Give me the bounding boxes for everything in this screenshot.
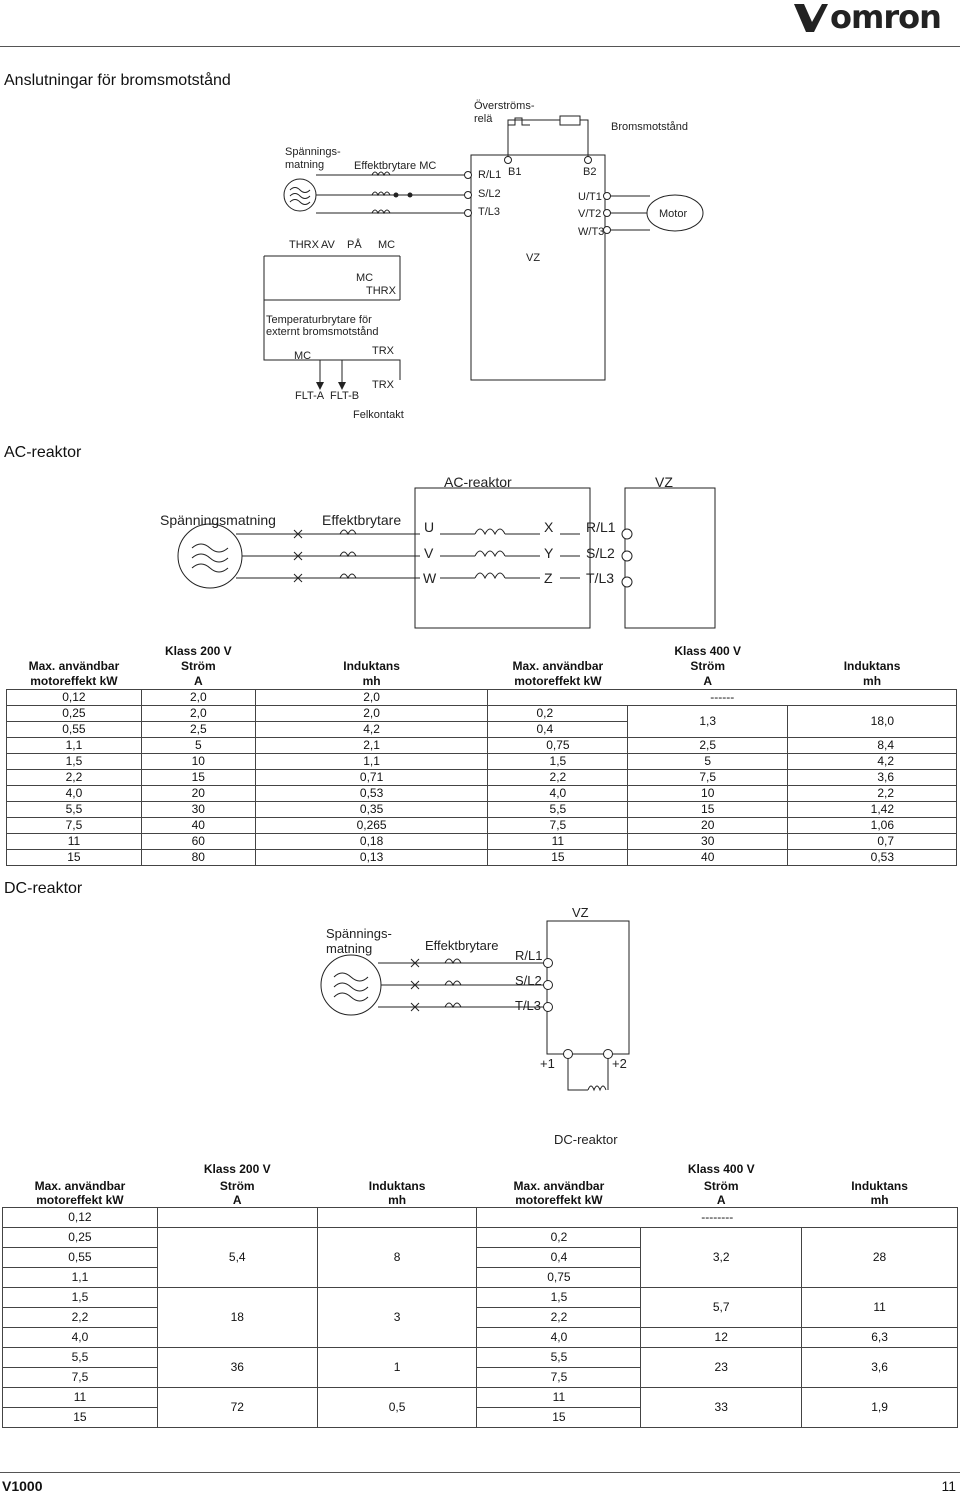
- temp-switch-label-1: Temperaturbrytare för: [266, 314, 372, 326]
- thrx2-label: THRX: [366, 285, 396, 297]
- t1-col-current: Ström A: [180, 659, 216, 688]
- t2-col-induct: Induktans mh: [368, 1179, 426, 1207]
- overcurrent-label-2: relä: [474, 113, 493, 125]
- mc3-label: MC: [294, 350, 312, 362]
- motor-label: Motor: [659, 208, 688, 220]
- ac-vz-label: VZ: [655, 474, 673, 490]
- sl2-label: S/L2: [478, 188, 501, 200]
- flta-label: FLT-A: [295, 390, 325, 402]
- supply-label-2: matning: [285, 159, 325, 171]
- table-row: 0,12 2,0 2,0 ------: [7, 690, 957, 706]
- dc-plus2-label: +2: [612, 1056, 627, 1071]
- t2-col-current-400: Ström A: [703, 1179, 739, 1207]
- dc-rl1-label: R/L1: [515, 948, 543, 963]
- fault-contact-label: Felkontakt: [353, 409, 404, 421]
- vt2-label: V/T2: [578, 208, 602, 220]
- table-row: 1,5 18 3 1,5 5,7 11: [3, 1288, 958, 1308]
- t1-class400: Klass 400 V: [674, 644, 742, 658]
- tl3-label: T/L3: [478, 206, 501, 218]
- table-row: 1,1 5 2,1 0,75 2,5 8,4: [7, 738, 957, 754]
- dc-vz-label: VZ: [572, 905, 589, 920]
- t1-col-induct-400: Induktans mh: [843, 659, 901, 688]
- table-row: 5,5 30 0,35 5,5 15 1,42: [7, 802, 957, 818]
- table-row: 7,5 40 0,265 7,5 20 1,06: [7, 818, 957, 834]
- dc-supply-label-2: matning: [326, 941, 373, 956]
- mc2-label: MC: [356, 272, 374, 284]
- dc-sl2-label: S/L2: [515, 973, 542, 988]
- section-title-brake: Anslutningar för bromsmotstånd: [4, 72, 231, 89]
- dc-reactor-label: DC-reaktor: [554, 1132, 618, 1147]
- t2-col-induct-400: Induktans mh: [851, 1179, 908, 1207]
- ac-breaker-label: Effektbrytare: [322, 512, 402, 528]
- ac-sl2-label: S/L2: [586, 545, 615, 561]
- pa-label: PÅ: [347, 239, 362, 251]
- t2-col-current: Ström A: [219, 1179, 255, 1207]
- ac-x-label: X: [544, 519, 554, 535]
- fltb-label: FLT-B: [330, 390, 360, 402]
- overcurrent-label-1: Överströms-: [474, 100, 535, 112]
- table-row: 7,5 7,5: [3, 1368, 958, 1388]
- footer-page-number: 11: [941, 1478, 956, 1494]
- table-row: 15 15: [3, 1408, 958, 1428]
- vz-label: VZ: [526, 252, 541, 264]
- thrx-label: THRX: [289, 239, 319, 251]
- ac-reactor-box-label: AC-reaktor: [444, 474, 512, 490]
- omron-logo-text: omron: [830, 0, 941, 36]
- t1-col-power: Max. användbar motoreffekt kW: [28, 659, 120, 688]
- t1-col-current-400: Ström A: [690, 659, 726, 688]
- ac-v-label: V: [424, 545, 434, 561]
- section-title-dc: DC-reaktor: [4, 880, 83, 897]
- rl1-label: R/L1: [478, 169, 502, 181]
- t2-col-power: Max. användbar motoreffekt kW: [34, 1179, 126, 1207]
- wt3-label: W/T3: [578, 226, 605, 238]
- ac-rl1-label: R/L1: [586, 519, 616, 535]
- footer-rule: [0, 1472, 960, 1473]
- table-row: 1,1 0,75: [3, 1268, 958, 1288]
- table-row: 5,5 36 1 5,5 23 3,6: [3, 1348, 958, 1368]
- b1-label: B1: [508, 166, 522, 178]
- t1-col-induct: Induktans mh: [343, 659, 400, 688]
- trx2-label: TRX: [372, 379, 394, 391]
- dc-breaker-label: Effektbrytare: [425, 938, 499, 953]
- table-row: 0,25 5,4 8 0,2 3,2 28: [3, 1228, 958, 1248]
- dc-plus1-label: +1: [540, 1056, 555, 1071]
- breaker-mc-label: Effektbrytare MC: [354, 160, 437, 172]
- table-row: 0,12 --------: [3, 1208, 958, 1228]
- av-label: AV: [321, 239, 335, 251]
- table-row: 2,2 2,2: [3, 1308, 958, 1328]
- table-row: 0,55 0,4: [3, 1248, 958, 1268]
- ac-w-label: W: [423, 570, 437, 586]
- ac-tl3-label: T/L3: [586, 570, 615, 586]
- table-row: 15 80 0,13 15 40 0,53: [7, 850, 957, 866]
- supply-label-1: Spännings-: [285, 146, 341, 158]
- t1-col-power-400: Max. användbar motoreffekt kW: [512, 659, 604, 688]
- trx-label: TRX: [372, 345, 394, 357]
- table-row: 4,0 4,0 12 6,3: [3, 1328, 958, 1348]
- ac-z-label: Z: [544, 570, 553, 586]
- dc-tl3-label: T/L3: [515, 998, 542, 1013]
- table-row: 11 72 0,5 11 33 1,9: [3, 1388, 958, 1408]
- temp-switch-label-2: externt bromsmotstånd: [266, 326, 379, 338]
- table-row: 1,5 10 1,1 1,5 5 4,2: [7, 754, 957, 770]
- ut1-label: U/T1: [578, 191, 602, 203]
- footer-product: V1000: [2, 1478, 43, 1494]
- ac-u-label: U: [424, 519, 435, 535]
- b2-label: B2: [583, 166, 597, 178]
- table-row: 11 60 0,18 11 30 0,7: [7, 834, 957, 850]
- t2-class400: Klass 400 V: [687, 1162, 755, 1176]
- table-row: 0,55 2,5 4,2 0,4: [7, 722, 957, 738]
- mc-label: MC: [378, 239, 396, 251]
- ac-y-label: Y: [544, 545, 554, 561]
- table-row: 2,2 15 0,71 2,2 7,5 3,6: [7, 770, 957, 786]
- dc-reactor-table: [2, 1160, 958, 1428]
- t2-col-power-400: Max. användbar motoreffekt kW: [513, 1179, 605, 1207]
- section-title-ac: AC-reaktor: [4, 444, 82, 461]
- table-row: 0,25 2,0 2,0 0,2 1,3 18,0: [7, 706, 957, 722]
- dc-supply-label-1: Spännings-: [326, 926, 392, 941]
- table-row: 4,0 20 0,53 4,0 10 2,2: [7, 786, 957, 802]
- brake-resistor-label: Bromsmotstånd: [611, 121, 689, 133]
- ac-supply-label: Spänningsmatning: [160, 512, 276, 528]
- t2-class200: Klass 200 V: [203, 1162, 271, 1176]
- t1-class200: Klass 200 V: [164, 644, 232, 658]
